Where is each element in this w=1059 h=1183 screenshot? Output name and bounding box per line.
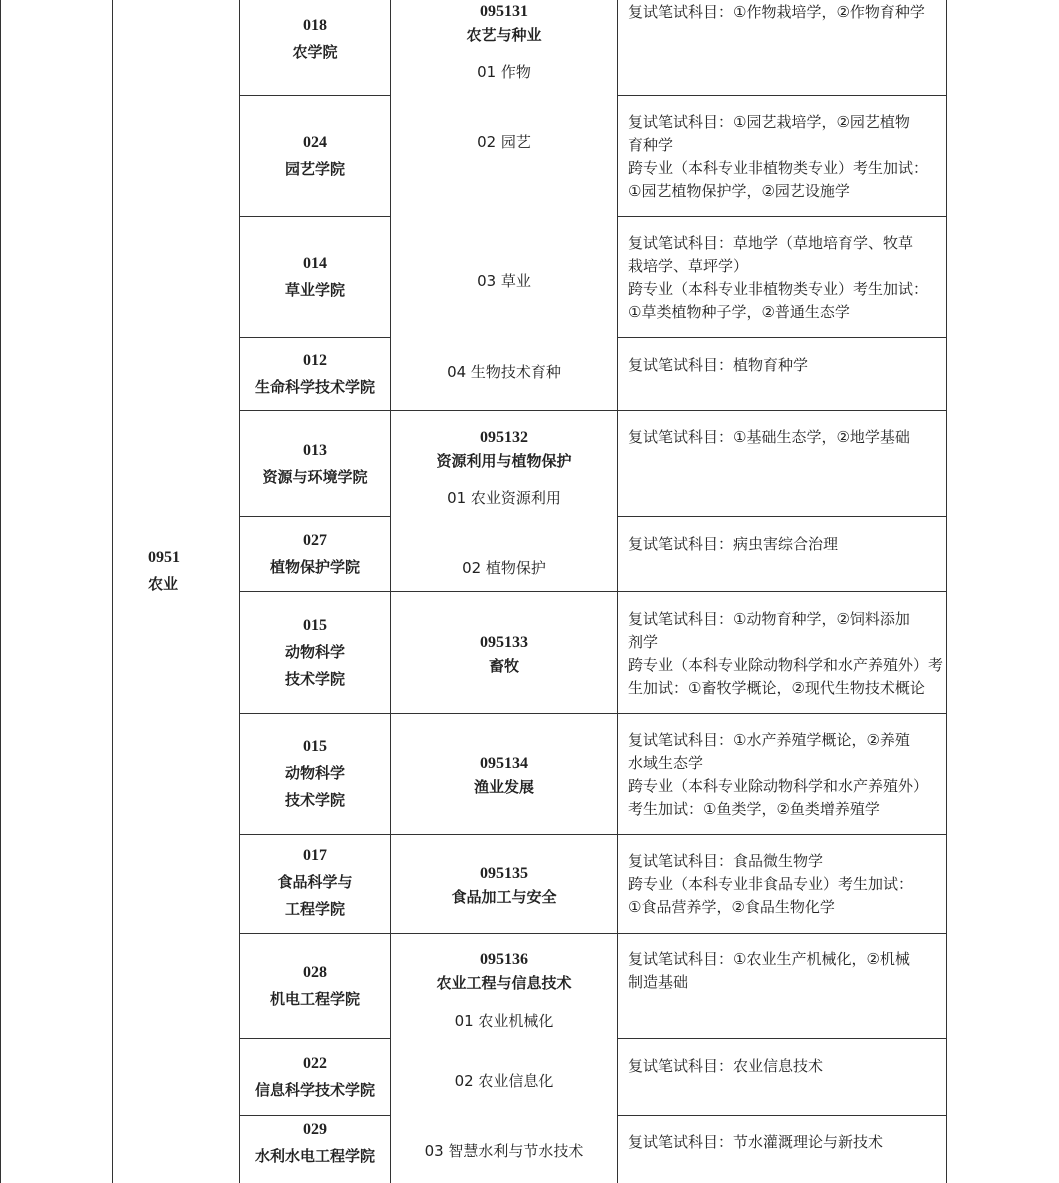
college-cell — [240, 250, 390, 304]
row-divider — [239, 337, 391, 338]
college-code: 024 — [303, 134, 327, 151]
college-cell — [240, 959, 390, 1013]
college-code: 015 — [303, 738, 327, 755]
specialty-name: 食品加工与安全 — [451, 888, 557, 906]
exam-line: 制造基础 — [628, 973, 689, 991]
specialty-name: 资源利用与植物保护 — [436, 452, 572, 470]
row-divider — [617, 516, 947, 517]
exam-note — [628, 850, 938, 919]
row-divider — [617, 216, 947, 217]
college-cell — [240, 1050, 390, 1104]
college-name: 植物保护学院 — [269, 558, 360, 576]
college-cell — [240, 1116, 390, 1170]
exam-note — [628, 1, 938, 24]
college-name: 农学院 — [292, 43, 338, 61]
college-cell — [240, 437, 390, 491]
specialty-cell — [391, 862, 617, 909]
major-code: 0951 — [148, 549, 180, 566]
college-name: 水利水电工程学院 — [254, 1147, 375, 1165]
college-cell — [240, 842, 390, 923]
exam-note — [628, 1131, 938, 1154]
row-divider — [239, 410, 947, 411]
exam-line: 复试笔试科目：①农业生产机械化，②机械 — [628, 950, 910, 968]
college-code: 018 — [303, 17, 327, 34]
exam-line: 复试笔试科目：农业信息技术 — [628, 1057, 824, 1075]
specialty-code: 095133 — [480, 634, 528, 651]
exam-line: 复试笔试科目：病虫害综合治理 — [628, 535, 839, 553]
exam-line: 生加试：①畜牧学概论，②现代生物技术概论 — [628, 679, 925, 697]
exam-line: 剂学 — [628, 633, 659, 651]
college-code: 014 — [303, 255, 327, 272]
college-code: 017 — [303, 847, 327, 864]
college-code: 029 — [303, 1121, 327, 1138]
row-divider — [617, 1115, 947, 1116]
specialty-name: 渔业发展 — [473, 778, 534, 796]
major-name: 农业 — [148, 575, 179, 593]
college-code: 015 — [303, 617, 327, 634]
exam-line: 复试笔试科目：①园艺栽培学，②园艺植物 — [628, 113, 910, 131]
row-divider — [617, 1038, 947, 1039]
specialty-cell — [391, 752, 617, 799]
college-name: 动物科学 — [284, 764, 345, 782]
specialty-cell — [391, 426, 617, 473]
row-divider — [239, 713, 947, 714]
college-code: 027 — [303, 532, 327, 549]
direction-item: 04 生物技术育种 — [447, 363, 561, 381]
college-cell — [240, 12, 390, 66]
exam-line: 跨专业（本科专业非植物类专业）考生加试： — [628, 159, 929, 177]
direction-item: 01 农业机械化 — [454, 1012, 554, 1030]
row-divider — [239, 834, 947, 835]
exam-line: ①草类植物种子学，②普通生态学 — [628, 303, 850, 321]
exam-note — [628, 354, 938, 377]
major-cell — [148, 544, 204, 598]
row-divider — [239, 591, 947, 592]
college-cell — [240, 527, 390, 581]
specialty-code: 095131 — [480, 3, 528, 20]
exam-note — [628, 608, 944, 700]
specialty-name: 农业工程与信息技术 — [436, 974, 572, 992]
college-name: 动物科学 — [284, 643, 345, 661]
row-divider — [617, 95, 947, 96]
row-divider — [617, 337, 947, 338]
exam-line: 跨专业（本科专业非植物类专业）考生加试： — [628, 280, 929, 298]
specialty-name: 农艺与种业 — [466, 26, 542, 44]
specialty-cell — [391, 0, 617, 47]
exam-note — [628, 232, 938, 324]
college-name: 信息科学技术学院 — [254, 1081, 375, 1099]
exam-note — [628, 111, 938, 203]
specialty-cell — [391, 631, 617, 678]
direction-item: 03 草业 — [477, 272, 531, 290]
college-cell — [240, 733, 390, 814]
exam-line: 复试笔试科目：食品微生物学 — [628, 852, 824, 870]
college-name: 技术学院 — [284, 791, 345, 809]
specialty-name: 畜牧 — [488, 657, 519, 675]
exam-line: 跨专业（本科专业除动物科学和水产养殖外）考 — [628, 656, 944, 674]
college-name: 园艺学院 — [284, 160, 345, 178]
college-code: 028 — [303, 964, 327, 981]
college-name: 机电工程学院 — [269, 990, 360, 1008]
exam-note — [628, 1055, 938, 1078]
college-name: 生命科学技术学院 — [254, 378, 375, 396]
college-cell — [240, 347, 390, 401]
exam-line: 复试笔试科目：①作物栽培学，②作物育种学 — [628, 3, 925, 21]
exam-note — [628, 948, 938, 994]
direction-item: 03 智慧水利与节水技术 — [424, 1142, 584, 1160]
college-name: 工程学院 — [284, 900, 345, 918]
exam-line: 复试笔试科目：草地学（草地培育学、牧草 — [628, 234, 914, 252]
exam-line: 跨专业（本科专业除动物科学和水产养殖外） — [628, 777, 929, 795]
exam-line: 复试笔试科目：①动物育种学，②饲料添加 — [628, 610, 910, 628]
row-divider — [239, 516, 391, 517]
college-name: 资源与环境学院 — [262, 468, 368, 486]
exam-line: 考生加试：①鱼类学，②鱼类增养殖学 — [628, 800, 880, 818]
direction-item: 02 农业信息化 — [454, 1072, 554, 1090]
exam-line: 复试笔试科目：①基础生态学，②地学基础 — [628, 428, 910, 446]
specialty-code: 095136 — [480, 951, 528, 968]
college-code: 012 — [303, 352, 327, 369]
direction-item: 02 植物保护 — [462, 559, 546, 577]
row-divider — [239, 1038, 391, 1039]
exam-line: 复试笔试科目：植物育种学 — [628, 356, 809, 374]
specialty-code: 095134 — [480, 755, 528, 772]
specialty-code: 095135 — [480, 865, 528, 882]
exam-line: 栽培学、草坪学） — [628, 257, 749, 275]
college-name: 食品科学与 — [277, 873, 353, 891]
row-divider — [239, 95, 391, 96]
college-code: 022 — [303, 1055, 327, 1072]
direction-item: 02 园艺 — [477, 133, 531, 151]
exam-line: ①食品营养学，②食品生物化学 — [628, 898, 835, 916]
table-border-left — [0, 0, 1, 1183]
direction-item: 01 作物 — [477, 63, 531, 81]
exam-line: 水域生态学 — [628, 754, 704, 772]
row-divider — [239, 933, 947, 934]
exam-line: 育种学 — [628, 136, 674, 154]
specialty-cell — [391, 948, 617, 995]
column-divider — [112, 0, 113, 1183]
college-name: 技术学院 — [284, 670, 345, 688]
college-cell — [240, 612, 390, 693]
exam-note — [628, 426, 938, 449]
exam-note — [628, 729, 938, 821]
college-cell — [240, 129, 390, 183]
college-code: 013 — [303, 442, 327, 459]
exam-line: 复试笔试科目：①水产养殖学概论，②养殖 — [628, 731, 910, 749]
specialty-code: 095132 — [480, 429, 528, 446]
exam-line: ①园艺植物保护学，②园艺设施学 — [628, 182, 850, 200]
row-divider — [239, 216, 391, 217]
exam-note — [628, 533, 938, 556]
exam-line: 复试笔试科目：节水灌溉理论与新技术 — [628, 1133, 884, 1151]
exam-line: 跨专业（本科专业非食品专业）考生加试： — [628, 875, 914, 893]
college-name: 草业学院 — [284, 281, 345, 299]
direction-item: 01 农业资源利用 — [447, 489, 561, 507]
